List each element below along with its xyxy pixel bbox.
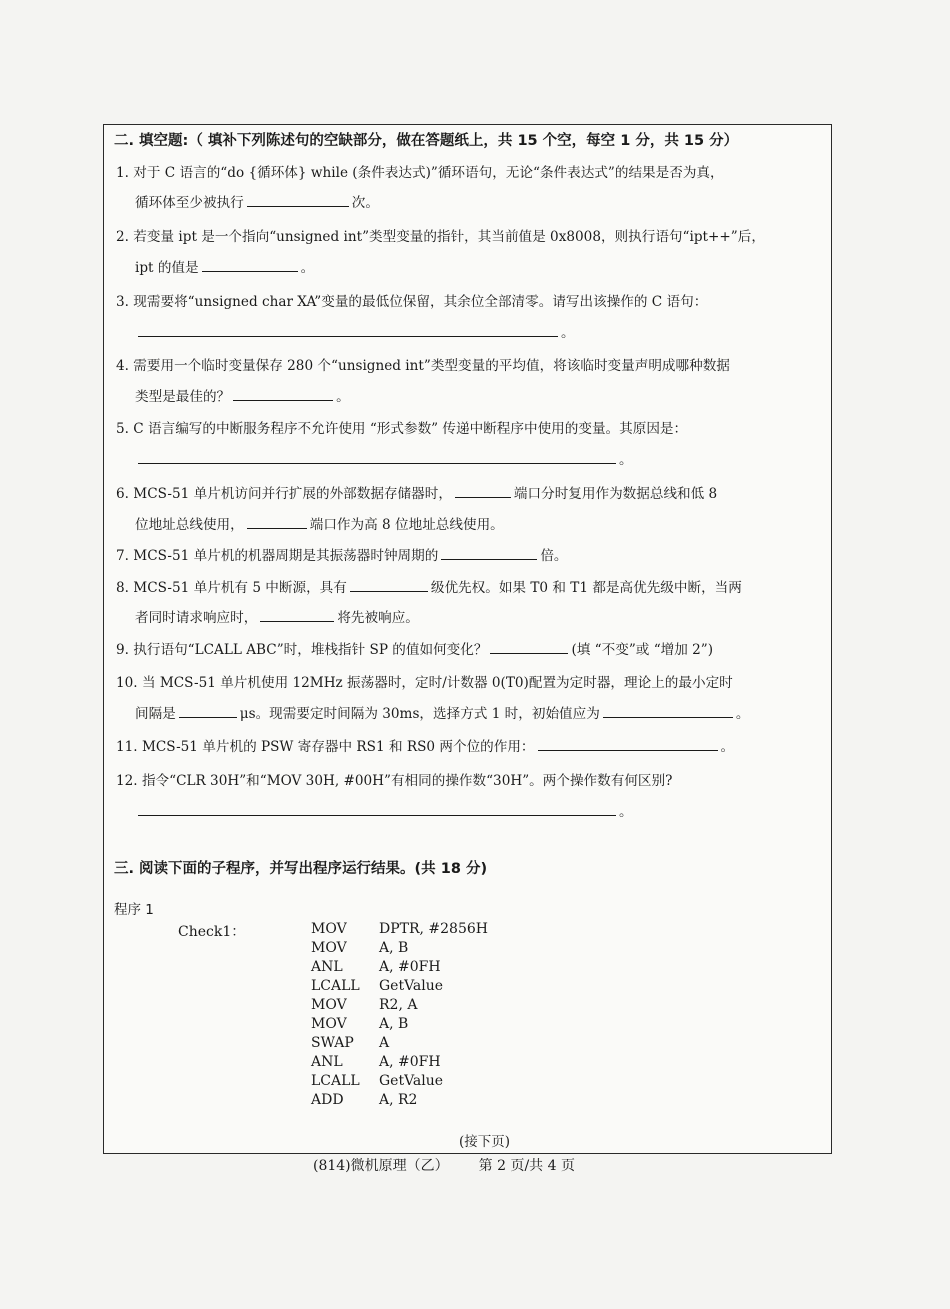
q10-blank-2 bbox=[603, 703, 733, 718]
q10-line1: 10. 当 MCS-51 单片机使用 12MHz 振荡器时，定时/计数器 0(T0)配置为定时器，理论上的最小定时 bbox=[116, 675, 733, 691]
q1-text-b: 次。 bbox=[351, 195, 379, 211]
code-op: MOV bbox=[311, 921, 347, 937]
q1-text-a: 循环体至少被执行 bbox=[135, 195, 244, 211]
q7-line1 bbox=[116, 544, 568, 564]
continued-note: (接下页) bbox=[459, 1134, 511, 1150]
code-line bbox=[311, 1054, 441, 1070]
section-3-title: 三. 阅读下面的子程序，并写出程序运行结果。(共 18 分) bbox=[114, 861, 488, 877]
code-op: SWAP bbox=[311, 1035, 354, 1051]
q10-blank-1 bbox=[179, 703, 237, 718]
code-arg: GetValue bbox=[379, 1073, 444, 1089]
q10-text-b: μs。现需要定时间隔为 30ms，选择方式 1 时，初始值应为 bbox=[239, 706, 600, 722]
q7-blank bbox=[441, 545, 537, 560]
q11-blank bbox=[538, 736, 718, 751]
q8-blank-1 bbox=[350, 577, 428, 592]
code-line bbox=[311, 997, 417, 1013]
section-2-title: 二. 填空题:（ 填补下列陈述句的空缺部分，做在答题纸上，共 15 个空，每空 1 分，共 15 分） bbox=[114, 133, 739, 149]
page-number: 第 2 页/共 4 页 bbox=[478, 1158, 575, 1174]
q4-line1: 4. 需要用一个临时变量保存 280 个“unsigned int”类型变量的平均值，将该临时变量声明成哪种数据 bbox=[116, 358, 730, 374]
q6-line1 bbox=[116, 482, 717, 502]
q4-text-a: 类型是最佳的？ bbox=[135, 389, 231, 405]
code-line bbox=[311, 940, 408, 956]
q3-blank bbox=[138, 322, 558, 337]
q1-line1: 1. 对于 C 语言的“do {循环体} while (条件表达式)”循环语句，无论“条件表达式”的结果是否为真， bbox=[116, 165, 724, 181]
q4-text-b: 。 bbox=[336, 389, 350, 405]
page-footer bbox=[313, 1155, 575, 1175]
q11-text-a: 11. MCS-51 单片机的 PSW 寄存器中 RS1 和 RS0 两个位的作用： bbox=[116, 739, 535, 755]
q2-line2 bbox=[135, 256, 314, 276]
q12-line2 bbox=[135, 800, 633, 820]
q4-blank bbox=[233, 386, 333, 401]
program-label: 程序 1 bbox=[114, 902, 154, 918]
code-line bbox=[311, 1016, 408, 1032]
code-arg: A, #0FH bbox=[379, 959, 441, 975]
q2-line1: 2. 若变量 ipt 是一个指向“unsigned int”类型变量的指针，其当前值是 0x8008，则执行语句“ipt++”后， bbox=[116, 229, 765, 245]
q6-text-c: 位地址总线使用， bbox=[135, 517, 244, 533]
code-arg: A, B bbox=[379, 1016, 409, 1032]
code-op: ADD bbox=[311, 1092, 344, 1108]
q8-line1 bbox=[116, 576, 742, 596]
q6-text-a: 6. MCS-51 单片机访问并行扩展的外部数据存储器时， bbox=[116, 486, 452, 502]
q3-text-b: 。 bbox=[561, 325, 575, 341]
q8-line2 bbox=[135, 606, 419, 626]
code-op: ANL bbox=[311, 959, 343, 975]
q10-line2 bbox=[135, 702, 749, 722]
q9-line1 bbox=[116, 638, 713, 658]
code-op: MOV bbox=[311, 940, 347, 956]
code-line bbox=[311, 978, 443, 994]
q9-text-b: (填 “不变”或 “增加 2”) bbox=[571, 642, 714, 658]
code-arg: A, R2 bbox=[379, 1092, 418, 1108]
q5-blank bbox=[138, 449, 616, 464]
code-line bbox=[311, 1092, 417, 1108]
q12-text-b: 。 bbox=[619, 804, 633, 820]
q8-text-d: 将先被响应。 bbox=[337, 610, 419, 626]
q6-text-d: 端口作为高 8 位地址总线使用。 bbox=[309, 517, 504, 533]
q9-blank bbox=[490, 639, 568, 654]
q1-line2 bbox=[135, 191, 379, 211]
code-line bbox=[311, 959, 441, 975]
code-arg: A, #0FH bbox=[379, 1054, 441, 1070]
q5-line1: 5. C 语言编写的中断服务程序不允许使用 “形式参数” 传递中断程序中使用的变量。其原因是： bbox=[116, 421, 688, 437]
q3-line1: 3. 现需要将“unsigned char XA”变量的最低位保留，其余位全部清零。请写出该操作的 C 语句： bbox=[116, 294, 708, 310]
code-arg: GetValue bbox=[379, 978, 444, 994]
q11-text-b: 。 bbox=[720, 739, 735, 755]
q8-text-c: 者同时请求响应时， bbox=[135, 610, 258, 626]
q6-line2 bbox=[135, 513, 504, 533]
code-op: LCALL bbox=[311, 1073, 360, 1089]
code-op: LCALL bbox=[311, 978, 360, 994]
q10-text-c: 。 bbox=[735, 706, 750, 722]
code-line bbox=[311, 921, 488, 937]
q3-line2 bbox=[135, 321, 575, 341]
code-op: MOV bbox=[311, 1016, 347, 1032]
q1-blank bbox=[247, 192, 349, 207]
q6-blank-1 bbox=[455, 483, 511, 498]
code-arg: R2, A bbox=[379, 997, 418, 1013]
q7-text-a: 7. MCS-51 单片机的机器周期是其振荡器时钟周期的 bbox=[116, 548, 439, 564]
q2-blank bbox=[202, 257, 298, 272]
q12-line1: 12. 指令“CLR 30H”和“MOV 30H, #00H”有相同的操作数“30H”。两个操作数有何区别? bbox=[116, 773, 673, 789]
q5-line2 bbox=[135, 448, 633, 468]
q4-line2 bbox=[135, 385, 350, 405]
q7-text-b: 倍。 bbox=[540, 548, 568, 564]
code-arg: A, B bbox=[379, 940, 409, 956]
code-arg: DPTR, #2856H bbox=[379, 921, 488, 937]
code-line bbox=[311, 1035, 389, 1051]
q2-text-b: 。 bbox=[300, 260, 315, 276]
course-label: (814)微机原理（乙） bbox=[313, 1158, 449, 1174]
q5-text-b: 。 bbox=[619, 452, 633, 468]
code-label: Check1： bbox=[178, 924, 246, 940]
code-arg: A bbox=[379, 1035, 390, 1051]
q8-blank-2 bbox=[260, 607, 334, 622]
q11-line1 bbox=[116, 735, 734, 755]
q8-text-a: 8. MCS-51 单片机有 5 中断源，具有 bbox=[116, 580, 347, 596]
code-line bbox=[311, 1073, 443, 1089]
q10-text-a: 间隔是 bbox=[135, 706, 176, 722]
q2-text-a: ipt 的值是 bbox=[135, 260, 199, 276]
code-op: ANL bbox=[311, 1054, 343, 1070]
q8-text-b: 级优先权。如果 T0 和 T1 都是高优先级中断，当两 bbox=[430, 580, 742, 596]
q6-blank-2 bbox=[247, 514, 307, 529]
q12-blank bbox=[138, 801, 616, 816]
code-op: MOV bbox=[311, 997, 347, 1013]
q6-text-b: 端口分时复用作为数据总线和低 8 bbox=[513, 486, 718, 502]
exam-page bbox=[103, 124, 832, 1154]
q9-text-a: 9. 执行语句“LCALL ABC”时，堆栈指针 SP 的值如何变化？ bbox=[116, 642, 488, 658]
